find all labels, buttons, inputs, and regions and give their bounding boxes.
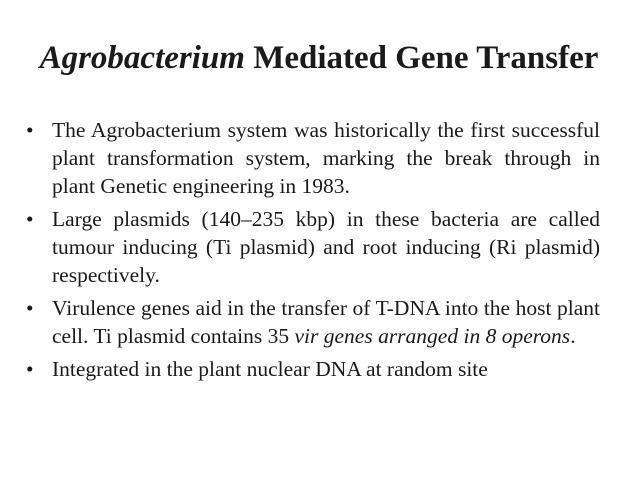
bullet-dot-icon: • [26, 207, 34, 231]
bullet-text-plain: Virulence genes aid in the transfer of T-DNA into the host plant cell. Ti plasmid contains 35 [52, 296, 600, 348]
bullet-text: Large plasmids (140–235 kbp) in these bacteria are called tumour inducing (Ti plasmid) and root inducing (Ri plasmid) respectively. [52, 207, 600, 287]
bullet-text [52, 296, 600, 348]
bullet-dot-icon: • [26, 118, 34, 142]
bullet-item [26, 294, 600, 350]
bullet-item [26, 355, 600, 383]
slide-title [0, 38, 638, 78]
bullet-item [26, 205, 600, 289]
title-rest: Mediated Gene Transfer [244, 40, 599, 76]
title-italic-part: Agrobacterium [39, 40, 245, 76]
bullet-item [26, 116, 600, 200]
bullet-text-end: . [570, 324, 576, 348]
bullet-text-italic: vir genes arranged in 8 operons [294, 324, 571, 348]
bullet-text: Integrated in the plant nuclear DNA at random site [52, 357, 488, 381]
bullet-dot-icon: • [26, 296, 34, 320]
bullet-list [26, 116, 600, 388]
bullet-text: The Agrobacterium system was historically the first successful plant transformation system, marking the break through in plant Genetic engineering in 1983. [52, 118, 600, 198]
bullet-dot-icon: • [26, 357, 34, 381]
